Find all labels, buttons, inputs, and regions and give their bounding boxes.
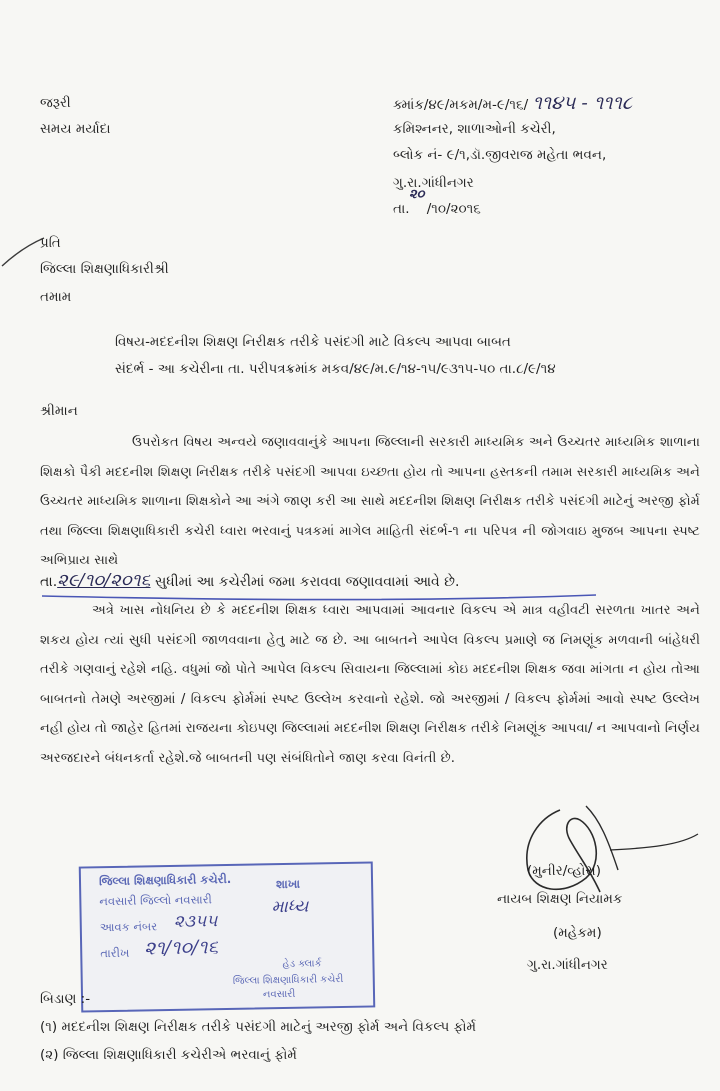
deadline-suffix: સુધીમાં આ કચેરીમાં જમા કરાવવા જણાવવામાં આવે છે. <box>154 574 460 590</box>
stamp-date-value: ૨૧/૧૦/૧૬ <box>143 936 219 960</box>
stamp-footer-3: નવસારી <box>262 988 296 1001</box>
enclosure-item-2: (૨) જિલ્લા શિક્ષણાધિકારી કચેરીએ ભરવાનું ફોર્મ <box>40 1047 297 1063</box>
recipient-all: તમામ <box>40 289 72 305</box>
enclosures-label: બિડાણ :- <box>40 991 91 1007</box>
signatory-designation: નાયબ શિક્ષણ નિયામક <box>497 891 623 907</box>
stamp-inward-number: ૨૩૫૫ <box>173 911 218 932</box>
signatory-department: (મહેકમ) <box>553 925 602 941</box>
recipient-label: જિલ્લા શિક્ષણાધિકારીશ્રી <box>40 261 169 277</box>
enclosure-item-1: (૧) મદદનીશ શિક્ષણ નિરીક્ષક તરીકે પસંદગી માટેનું અરજી ફોર્મ અને વિકલ્પ ફોર્મ <box>40 1019 477 1035</box>
deadline-line <box>40 572 459 591</box>
reference-prefix: ક્માંક/૪૯/મકમ/મ-૯/૧૬/ <box>393 97 529 113</box>
date-prefix: તા. <box>393 201 410 217</box>
salutation: શ્રીમાન <box>40 403 78 419</box>
office-address: બ્લોક નં- ૯/૧,ડૉ.જીવરાજ મહેતા ભવન, <box>393 147 607 163</box>
deadline-prefix: તા. <box>40 574 58 590</box>
stamp-branch-value: માધ્ય <box>271 896 309 918</box>
reference-line: સંદર્ભ - આ કચેરીના તા. પરીપત્રક્રમાંક મકવ/૪૯/મ.૯/૧૪-૧૫/૯૩૧૫-૫૦ તા.૮/૯/૧૪ <box>115 361 556 377</box>
deadline-handwritten: ૨૯/૧૦/૨૦૧૬ <box>57 570 151 591</box>
signatory-name: (મુનીર/વ્હોરા) <box>527 863 601 879</box>
stamp-district: નવસારી જિલ્લો નવસારી <box>99 892 213 909</box>
letter-date <box>393 200 481 218</box>
signatory-place: ગુ.રા.ગાંધીનગર <box>527 957 608 973</box>
office-city: ગુ.રા.ગાંધીનગર <box>393 175 474 191</box>
inward-stamp <box>79 861 376 1012</box>
reference-handwritten: ૧૧૪૫ - ૧૧૧૮ <box>532 92 633 114</box>
prati-label: પ્રતિ <box>40 235 61 251</box>
stamp-footer-1: હેડ ક્લાર્ક <box>282 958 322 971</box>
date-suffix: /૧૦/૨૦૧૬ <box>426 201 481 217</box>
stamp-office: જિલ્લા શિક્ષણાધિકારી કચેરી. <box>98 871 232 889</box>
stamp-inward-label: આવક નંબર <box>99 919 158 935</box>
stamp-branch-label: શાખા <box>275 876 301 892</box>
paragraph-2: અત્રે ખાસ નોધનિય છે કે મદદનીશ શિક્ષક ધ્વારા આપવામાં આવનાર વિકલ્પ એ માત્ર વહીવટી સરળતા ખાતર અને શકય હોય ત્યાં સુધી પસંદગી જાળવવાના હેતુ માટે જ છે. આ બાબતને આપેલ વિકલ્પ પ્રમાણે જ નિમણૂંક મળવાની બાંહેધરી તરીકે ગણવાનું રહેશે નહિ. વધુમાં જો પોતે આપેલ વિકલ્પ સિવાયના જિલ્લામાં કોઇ મદદનીશ શિક્ષક જવા માંગતા ન હોય તોઆ બાબતનો તેમણે અરજીમાં / વિકલ્પ ફોર્મમાં સ્પષ્ટ ઉલ્લેખ કરવાનો રહેશે. જો અરજીમાં / વિકલ્પ ફોર્મમાં આવો સ્પષ્ટ ઉલ્લેખ નહી હોય તો જાહેર હિતમાં રાજયના કોઇપણ જિલ્લામાં મદદનીશ શિક્ષણ નિરીક્ષક તરીકે નિમણૂંક આપવા/ ન આપવાનો નિર્ણય અરજદારને બંધનકર્તા રહેશે.જે બાબતની પણ સંબંધિતોને જાણ કરવા વિનંતી છે. <box>40 603 700 766</box>
subject-line: વિષય-મદદનીશ શિક્ષણ નિરીક્ષક તરીકે પસંદગી માટે વિકલ્પ આપવા બાબત <box>115 334 511 350</box>
office-name: કમિશ્નનર, શાળાઓની કચેરી, <box>393 121 556 137</box>
reference-number <box>393 94 632 114</box>
stamp-footer-2: જિલ્લા શિક્ષણાધિકારી કચેરી <box>232 973 344 987</box>
urgent-label: જરૂરી <box>40 95 71 111</box>
paragraph-1: ઉપરોકત વિષય અન્વયે જણાવવાનુંકે આપના જિલ્લાની સરકારી માધ્યમિક અને ઉચ્ચતર માધ્યમિક શાળાના શિક્ષકો પૈકી મદદનીશ શિક્ષણ નિરીક્ષક તરીકે પસંદગી આપવા ઇચ્છતા હોય તો આપના હસ્તકની તમામ સરકારી માધ્યમિક અને ઉચ્ચતર માધ્યમિક શાળાના શિક્ષકોને આ અંગે જાણ કરી આ સાથે મદદનીશ શિક્ષણ નિરીક્ષક તરીકે પસંદગી માટેનું અરજી ફોર્મ તથા જિલ્લા શિક્ષણાધિકારી કચેરી ધ્વારા ભરવાનું પત્રકમાં માગેલ માહિતી સંદર્ભ-૧ ના પરિપત્ર ની જોગવાઇ મુજબ આપના સ્પષ્ટ અભિપ્રાય સાથે <box>40 435 700 569</box>
time-limit-label: સમય મર્યાદા <box>40 121 111 137</box>
date-handwritten: ૨૦ <box>409 187 425 202</box>
stamp-date-label: તારીખ <box>100 945 130 961</box>
